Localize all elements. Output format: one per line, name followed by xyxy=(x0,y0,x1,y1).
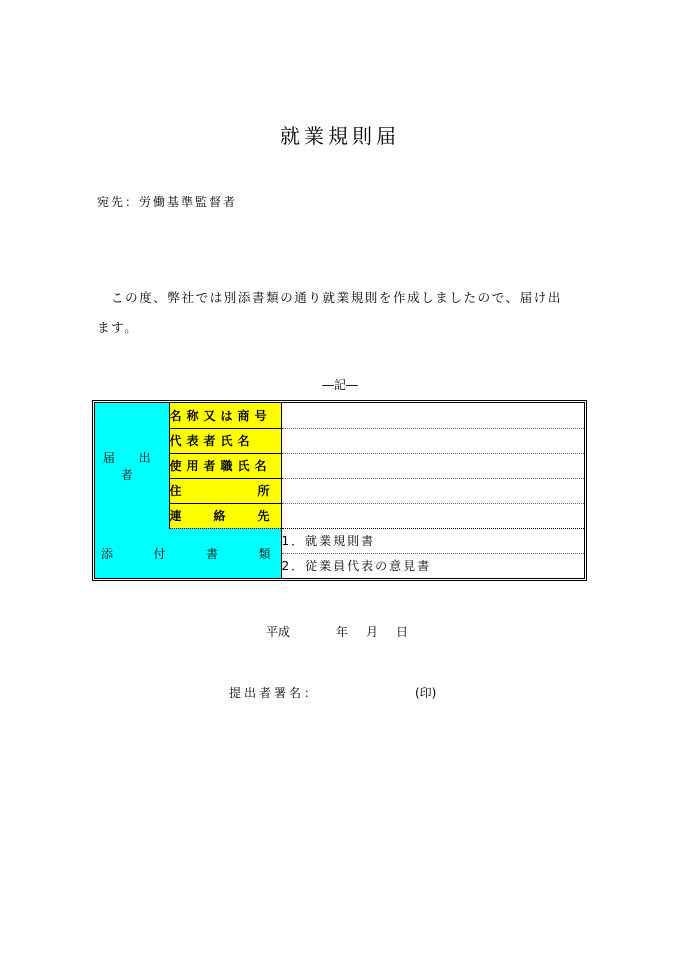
attachments-label xyxy=(95,528,281,578)
date-era: 平成 xyxy=(266,625,291,639)
field-label-contact xyxy=(169,503,281,528)
attachment-item-2: 2．従業員代表の意見書 xyxy=(281,559,432,574)
form-table xyxy=(95,403,584,578)
field-value-address[interactable] xyxy=(281,478,584,503)
seal-mark: (印) xyxy=(415,686,437,700)
field-value-contact[interactable] xyxy=(281,503,584,528)
notification-form xyxy=(92,400,587,581)
attachments-label-char-1: 添 xyxy=(101,546,114,561)
date-year: 年 xyxy=(336,625,349,639)
attachments-label-char-4: 類 xyxy=(258,546,271,561)
address-label-left: 住 xyxy=(169,484,187,498)
contact-label-left: 連 xyxy=(169,509,187,523)
ki-heading: ―記― xyxy=(321,378,358,392)
field-value-name[interactable] xyxy=(281,403,584,428)
field-label-employer-title: 使用者職氏名 xyxy=(169,453,281,478)
field-label-address xyxy=(169,478,281,503)
field-label-name: 名称又は商号 xyxy=(169,403,281,428)
signature-label: 提出者署名： xyxy=(229,686,320,700)
attachments-label-char-2: 付 xyxy=(153,546,166,561)
body-line-1: この度、弊社では別添書類の通り就業規則を作成しましたので、届け出 xyxy=(111,290,562,305)
field-value-representative[interactable] xyxy=(281,428,584,453)
sender-label: 届 出 者 xyxy=(95,403,169,528)
body-paragraph xyxy=(97,283,589,343)
date-day: 日 xyxy=(396,625,409,639)
document-title: 就業規則届 xyxy=(280,124,400,148)
attachment-item-1: 1．就業規則書 xyxy=(281,528,584,553)
contact-label-mid: 絡 xyxy=(213,509,231,523)
attachments-label-char-3: 書 xyxy=(205,546,218,561)
field-label-representative: 代表者氏名 xyxy=(169,428,281,453)
addressee: 宛先：労働基準監督者 xyxy=(97,195,238,209)
contact-label-right: 先 xyxy=(257,509,275,523)
address-label-right: 所 xyxy=(257,484,275,498)
date-month: 月 xyxy=(366,625,379,639)
field-value-employer-title[interactable] xyxy=(281,453,584,478)
submission-date xyxy=(266,623,408,640)
body-line-2: ます。 xyxy=(97,320,139,335)
signature-line xyxy=(229,684,437,701)
